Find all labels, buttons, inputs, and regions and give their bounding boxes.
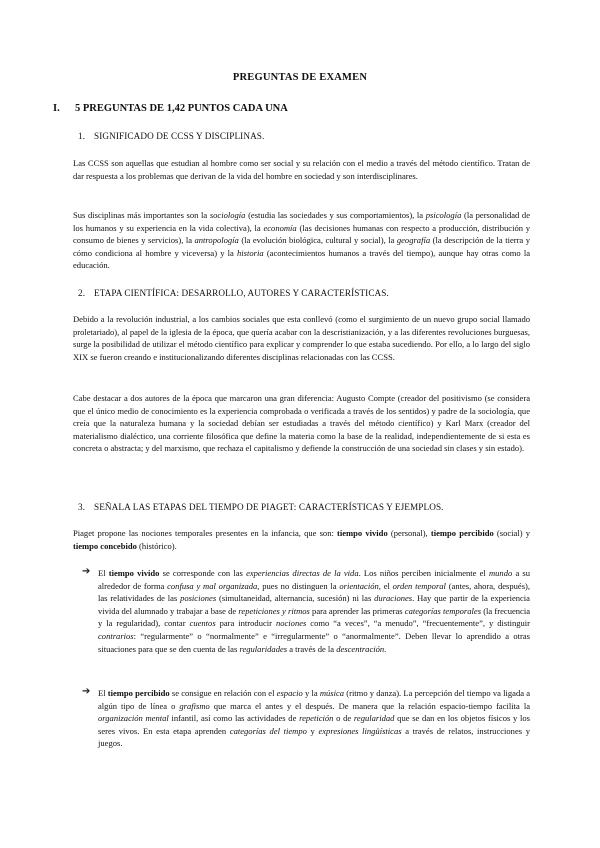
question-2-label: ETAPA CIENTÍFICA: DESARROLLO, AUTORES Y CARACTERÍSTICAS. — [94, 288, 389, 298]
arrow-bullet-icon: ➔ — [82, 686, 91, 697]
q1-paragraph-2: Sus disciplinas más importantes son la sociología (estudia las sociedades y sus comportamientos), la psicología (la personalidad de los humanos y su experiencia en la vida colectiva), la economía (las decisiones humanas con respecto a producción, distribución y consumo de bienes y servicios), la antropología (la evolución biológica, cultural y social), la geografía (la descripción de la tierra y cómo condiciona al hombre y viceversa) y la historia (acontecimientos humanos a través del tiempo), aunque hay otras como la educación. — [73, 210, 531, 271]
q2-paragraph-2: Cabe destacar a dos autores de la época que marcaron una gran diferencia: Augusto Compte (creador del positivismo (se considera que el único medio de conocimiento es la experiencia comprobada o verificada a través de los sentidos) y padre de la sociología, que creía que la naturaleza humana y la sociedad debían ser estudiadas a través del método científico) y Karl Marx (creador del materialismo dialéctico, una corriente filosófica que define la materia como la base de la realidad, independientemente de si esta es concreta o abstracta; y del marxismo, que rechaza el capitalismo y defiende la construcción de una sociedad sin clases y sin estado). — [73, 393, 530, 454]
section-heading — [53, 103, 288, 114]
arrow-bullet-icon: ➔ — [82, 566, 91, 577]
q1-paragraph-1: Las CCSS son aquellas que estudian al hombre como ser social y su relación con el medio a través del método científico. Tratan de dar respuesta a los problemas que derivan de la vida del hombre en sociedad y son interdisciplinares. — [73, 158, 530, 181]
section-label: 5 PREGUNTAS DE 1,42 PUNTOS CADA UNA — [75, 103, 288, 114]
section-number: I. — [53, 103, 60, 114]
q3-intro-paragraph: Piaget propone las nociones temporales presentes en la infancia, que son: tiempo vivido (personal), tiempo percibido (social) y tiempo concebido (histórico). — [73, 528, 531, 551]
question-1-heading — [78, 131, 264, 141]
question-2-heading — [78, 288, 389, 298]
question-1-number: 1. — [78, 131, 86, 141]
question-3-heading — [78, 502, 444, 512]
question-3-number: 3. — [78, 502, 86, 512]
q3-bullet-2: El tiempo percibido se consigue en relación con el espacio y la música (ritmo y danza). La percepción del tiempo va ligada a algún tipo de línea o grafismo que marca el antes y el después. De manera que la relación espacio-tiempo facilita la organización mental infantil, así como las actividades de repetición o de regularidad que se dan en los objetos físicos y los seres vivos. En esta etapa aprenden categorías del tiempo y expresiones lingüísticas a través de relatos, instrucciones y juegos. — [98, 688, 531, 749]
question-1-label: SIGNIFICADO DE CCSS Y DISCIPLINAS. — [94, 131, 265, 141]
page-title: PREGUNTAS DE EXAMEN — [232, 72, 368, 83]
q2-paragraph-1: Debido a la revolución industrial, a los cambios sociales que esta conllevó (como el surgimiento de un nuevo grupo social llamado proletariado), al papel de la iglesia de la época, que quería acabar con la descristianización, y a las diferentes revoluciones burguesas, surge la posibilidad de utilizar el método científico para explicar y comprender lo que estaba sucediendo. Por ello, a lo largo del siglo XIX se fueron creando e institucionalizando diferentes disciplinas relacionadas con las CCSS. — [73, 314, 530, 362]
q3-bullet-1: El tiempo vivido se corresponde con las experiencias directas de la vida. Los niños perciben inicialmente el mundo a su alrededor de forma confusa y mal organizada, pues no distinguen la orientación, el orden temporal (antes, ahora, después), las relatividades de las posiciones (simultaneidad, alternancia, sucesión) ni las duraciones. Hay que partir de la experiencia vivida del alumnado y trabajar a base de repeticiones y ritmos para aprender las primeras categorías temporales (la frecuencia y la regularidad), contar cuentos para introducir nociones como “a veces”, “a menudo”, “frecuentemente”, y distinguir contrarios: “regularmente” o “normalmente” e “irregularmente” o “anormalmente”. Deben llevar lo aprendido a otras situaciones para que se den cuenta de las regularidades a través de la descentración. — [98, 568, 531, 654]
question-3-label: SEÑALA LAS ETAPAS DEL TIEMPO DE PIAGET: CARACTERÍSTICAS Y EJEMPLOS. — [94, 502, 444, 512]
question-2-number: 2. — [78, 288, 86, 298]
